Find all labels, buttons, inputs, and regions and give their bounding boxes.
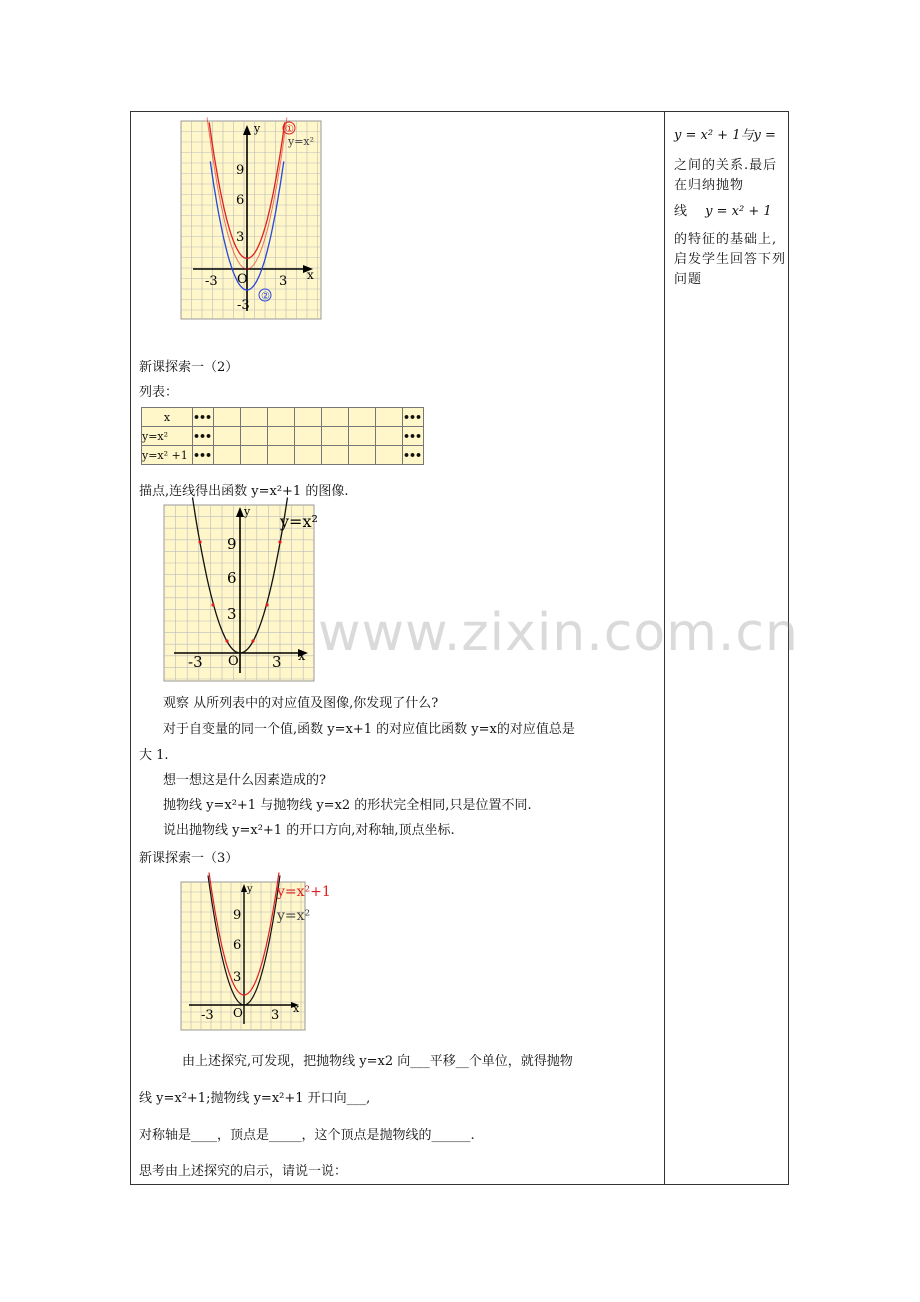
section-2-title: 新课探索一（2） bbox=[139, 360, 239, 375]
side-formula-1: y = x² + 1与y = bbox=[674, 128, 776, 143]
parabola-plot-1 bbox=[181, 121, 321, 319]
plot2-tick-3: 3 bbox=[227, 605, 237, 623]
plot3-origin: O bbox=[233, 1006, 243, 1020]
plot3-tick-x-neg3: -3 bbox=[201, 1008, 214, 1023]
conclusion-line-4: 思考由上述探究的启示，请说一说： bbox=[139, 1164, 348, 1179]
plot2-tick-x-neg3: -3 bbox=[188, 653, 203, 671]
side-text-2: 的特征的基础上,启发学生回答下列问题 bbox=[674, 232, 787, 287]
plot-2-svg bbox=[164, 505, 318, 681]
side-formula-2-line bbox=[674, 202, 786, 222]
conclusion-line-2: 线 y=x²+1;抛物线 y=x²+1 开口向___, bbox=[139, 1091, 371, 1106]
side-notes bbox=[674, 126, 786, 290]
plot1-origin: O bbox=[237, 272, 248, 287]
plot-1-svg bbox=[181, 121, 321, 319]
table-ellipsis: ••• bbox=[193, 427, 214, 446]
table-row-header: y=x² +1 bbox=[142, 446, 193, 465]
observe-line-3: 大 1. bbox=[139, 748, 169, 763]
plot1-tick-x-3: 3 bbox=[279, 274, 288, 289]
table-row bbox=[142, 446, 424, 465]
table-row bbox=[142, 427, 424, 446]
plot1-tick-y-neg3: -3 bbox=[237, 298, 250, 313]
table-ellipsis: ••• bbox=[193, 446, 214, 465]
after-table-text: 描点,连线得出函数 y=x²+1 的图像. bbox=[139, 484, 349, 499]
plot3-tick-3: 3 bbox=[233, 970, 242, 985]
conclusion-line-1: 由上述探究,可发现，把抛物线 y=x2 向___平移__个单位，就得抛物 bbox=[182, 1054, 573, 1069]
plot2-tick-9: 9 bbox=[227, 535, 237, 553]
plot3-x-label: x bbox=[293, 1002, 300, 1015]
plot2-x-label: x bbox=[298, 649, 306, 664]
side-text-1: 之间的关系.最后在归纳抛物 bbox=[674, 158, 778, 193]
table-ellipsis: ••• bbox=[403, 427, 424, 446]
table-ellipsis: ••• bbox=[403, 408, 424, 427]
observe-line-6: 说出抛物线 y=x²+1 的开口方向,对称轴,顶点坐标. bbox=[163, 823, 455, 838]
plot1-x-label: x bbox=[307, 268, 314, 282]
plot2-tick-x-3: 3 bbox=[272, 653, 282, 671]
plot-3-svg bbox=[181, 882, 331, 1030]
plot2-y-label: y bbox=[244, 505, 251, 518]
plot1-y-label: y bbox=[254, 122, 261, 135]
watermark: www.zixin.com.cn bbox=[318, 603, 799, 663]
observe-line-5: 抛物线 y=x²+1 与抛物线 y=x2 的形状完全相同,只是位置不同. bbox=[163, 798, 532, 813]
observe-line-4: 想一想这是什么因素造成的? bbox=[163, 773, 326, 788]
plot1-tick-3: 3 bbox=[236, 230, 245, 245]
plot2-origin: O bbox=[228, 654, 239, 669]
plot3-y-label: y bbox=[247, 884, 253, 895]
plot1-tick-x-neg3: -3 bbox=[205, 274, 218, 289]
plot1-circle-label-2: ② bbox=[261, 291, 270, 302]
plot3-series-red-label: y=x²+1 bbox=[277, 884, 331, 900]
table-ellipsis: ••• bbox=[193, 408, 214, 427]
side-formula-2: y = x² + 1 bbox=[705, 204, 772, 219]
table-row bbox=[142, 408, 424, 427]
table-row-header: x bbox=[142, 408, 193, 427]
value-table bbox=[141, 407, 424, 465]
table-row-header: y=x² bbox=[142, 427, 193, 446]
plot2-tick-6: 6 bbox=[227, 569, 237, 587]
plot2-series-label: y=x² bbox=[280, 512, 318, 531]
plot1-series-label: y=x² bbox=[288, 135, 315, 148]
plot3-tick-9: 9 bbox=[233, 908, 242, 923]
table-ellipsis: ••• bbox=[403, 446, 424, 465]
plot1-tick-6: 6 bbox=[236, 193, 245, 208]
side-formula-2-prefix: 线 bbox=[674, 204, 688, 219]
plot3-series-black-label: y=x² bbox=[277, 908, 311, 924]
plot3-tick-x-3: 3 bbox=[271, 1008, 280, 1023]
section-3-title: 新课探索一（3） bbox=[139, 851, 239, 866]
parabola-plot-3 bbox=[181, 882, 331, 1030]
observe-line-2: 对于自变量的同一个值,函数 y=x+1 的对应值比函数 y=x的对应值总是 bbox=[163, 722, 575, 737]
observe-line-1: 观察 从所列表中的对应值及图像,你发现了什么? bbox=[163, 696, 439, 711]
list-label: 列表： bbox=[139, 385, 179, 400]
plot1-tick-9: 9 bbox=[236, 163, 245, 178]
plot1-circle-label-1: ① bbox=[285, 124, 294, 135]
plot3-tick-6: 6 bbox=[233, 938, 242, 953]
parabola-plot-2 bbox=[164, 505, 318, 681]
conclusion-line-3: 对称轴是____，顶点是_____，这个顶点是抛物线的______. bbox=[139, 1128, 475, 1143]
